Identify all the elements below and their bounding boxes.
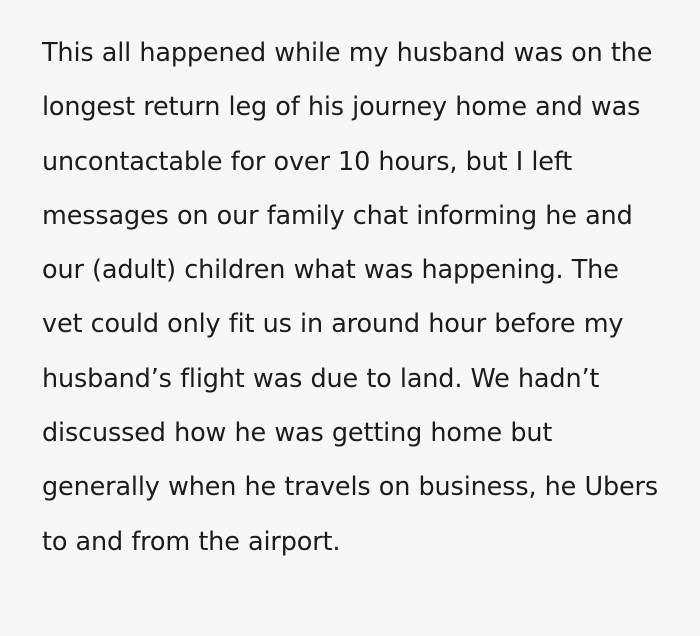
story-body-text: This all happened while my husband was on the longest return leg of his journey home and was uncontactable for over 10 hours, but I left messages on our family chat informing he and our (adult) children what was happening. The vet could only fit us in around hour before my husband’s flight was due to land. We hadn’t discussed how he was getting home but generally when he travels on business, he Ubers to and from the airport. — [42, 38, 667, 557]
